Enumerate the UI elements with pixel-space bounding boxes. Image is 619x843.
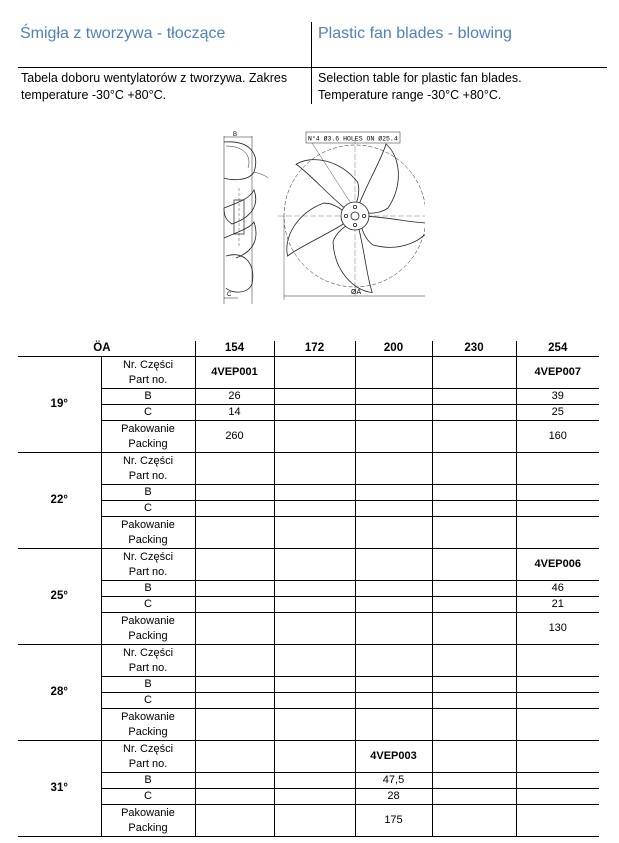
- description-polish: [21, 70, 287, 104]
- b-value-cell: [274, 773, 355, 789]
- row-label: C: [101, 693, 195, 709]
- b-value-cell: 46: [516, 581, 599, 597]
- pack-value-cell: [432, 709, 516, 741]
- table-row: [18, 645, 599, 677]
- c-value-cell: [195, 597, 274, 613]
- c-value-cell: 14: [195, 405, 274, 421]
- row-label-line: Packing: [128, 437, 168, 450]
- pack-value-cell: [274, 517, 355, 549]
- diameter-header: 254: [516, 341, 599, 357]
- b-value-cell: [274, 485, 355, 501]
- row-label-line: Pakowanie: [121, 806, 175, 819]
- b-value-cell: [516, 485, 599, 501]
- c-value-cell: [355, 693, 432, 709]
- c-value-cell: [274, 501, 355, 517]
- part-number-cell: [195, 645, 274, 677]
- table-row: [18, 693, 599, 709]
- row-label: [101, 645, 195, 677]
- pack-value-cell: [195, 613, 274, 645]
- row-label: [101, 613, 195, 645]
- c-value-cell: [274, 693, 355, 709]
- b-value-cell: 26: [195, 389, 274, 405]
- row-label: C: [101, 597, 195, 613]
- b-value-cell: 39: [516, 389, 599, 405]
- row-label: B: [101, 773, 195, 789]
- b-value-cell: [355, 485, 432, 501]
- table-row: [18, 741, 599, 773]
- table-row: [18, 789, 599, 805]
- pack-value-cell: [516, 709, 599, 741]
- table-row: [18, 405, 599, 421]
- b-value-cell: [195, 485, 274, 501]
- part-number-cell: [432, 549, 516, 581]
- c-value-cell: [355, 501, 432, 517]
- part-number-cell: [355, 549, 432, 581]
- diameter-header: 154: [195, 341, 274, 357]
- pack-value-cell: [516, 805, 599, 837]
- row-label-line: Nr. Części: [122, 646, 174, 659]
- b-value-cell: [355, 389, 432, 405]
- row-label: [101, 549, 195, 581]
- row-label: [101, 421, 195, 453]
- pack-value-cell: [274, 613, 355, 645]
- row-label-line: Nr. Części: [122, 550, 174, 563]
- description-polish-line-1: Tabela doboru wentylatorów z tworzywa. Zakres: [21, 71, 288, 85]
- b-value-cell: [274, 581, 355, 597]
- blade-angle: 22°: [18, 453, 101, 549]
- table-row: [18, 453, 599, 485]
- header-divider-horizontal: [18, 67, 607, 68]
- b-value-cell: [432, 389, 516, 405]
- description-english: [318, 70, 522, 104]
- row-label-line: Part no.: [128, 757, 168, 770]
- corner-header: ÖA: [18, 341, 195, 357]
- c-value-cell: 25: [516, 405, 599, 421]
- b-value-cell: 47,5: [355, 773, 432, 789]
- pack-value-cell: 175: [355, 805, 432, 837]
- pack-value-cell: 260: [195, 421, 274, 453]
- row-label-line: Part no.: [128, 565, 168, 578]
- selection-table: [18, 341, 599, 837]
- row-label-line: Packing: [128, 725, 168, 738]
- description-english-line-1: Selection table for plastic fan blades.: [318, 71, 522, 85]
- dimension-c-label: C: [227, 292, 232, 298]
- row-label-line: Pakowanie: [121, 710, 175, 723]
- dimension-b-label: B: [233, 132, 238, 138]
- part-number-cell: [274, 549, 355, 581]
- table-row: [18, 805, 599, 837]
- table-row: [18, 357, 599, 389]
- part-number-cell: [274, 453, 355, 485]
- table-row: [18, 613, 599, 645]
- pack-value-cell: [355, 517, 432, 549]
- b-value-cell: [432, 581, 516, 597]
- c-value-cell: [355, 405, 432, 421]
- table-row: [18, 549, 599, 581]
- c-value-cell: [195, 789, 274, 805]
- diameter-header: 172: [274, 341, 355, 357]
- c-value-cell: 21: [516, 597, 599, 613]
- b-value-cell: [432, 773, 516, 789]
- title-english: Plastic fan blades - blowing: [318, 25, 512, 42]
- part-number-cell: [516, 453, 599, 485]
- blade-angle: 19°: [18, 357, 101, 453]
- b-value-cell: [432, 677, 516, 693]
- pack-value-cell: [195, 805, 274, 837]
- part-number-cell: [274, 645, 355, 677]
- diameter-header: 200: [355, 341, 432, 357]
- row-label-line: Part no.: [128, 469, 168, 482]
- part-number-cell: [516, 741, 599, 773]
- part-number-cell: [355, 645, 432, 677]
- pack-value-cell: 130: [516, 613, 599, 645]
- c-value-cell: [516, 789, 599, 805]
- b-value-cell: [195, 581, 274, 597]
- row-label-line: Packing: [128, 629, 168, 642]
- part-number-cell: [195, 741, 274, 773]
- pack-value-cell: 160: [516, 421, 599, 453]
- blade-angle: 25°: [18, 549, 101, 645]
- pack-value-cell: [516, 517, 599, 549]
- b-value-cell: [432, 485, 516, 501]
- pack-value-cell: [432, 805, 516, 837]
- b-value-cell: [355, 581, 432, 597]
- table-row: [18, 421, 599, 453]
- row-label-line: Pakowanie: [121, 422, 175, 435]
- dimension-a-label: ØA: [351, 289, 362, 296]
- b-value-cell: [516, 773, 599, 789]
- blade-angle: 28°: [18, 645, 101, 741]
- c-value-cell: [195, 501, 274, 517]
- table-row: [18, 485, 599, 501]
- c-value-cell: [432, 693, 516, 709]
- c-value-cell: 28: [355, 789, 432, 805]
- c-value-cell: [432, 597, 516, 613]
- b-value-cell: [516, 677, 599, 693]
- row-label: [101, 453, 195, 485]
- row-label-line: Packing: [128, 821, 168, 834]
- blade-angle: 31°: [18, 741, 101, 837]
- pack-value-cell: [355, 709, 432, 741]
- part-number-cell: [195, 549, 274, 581]
- row-label-line: Pakowanie: [121, 614, 175, 627]
- fan-blade-drawing: [210, 128, 425, 306]
- part-number-cell: 4VEP007: [516, 357, 599, 389]
- row-label-line: Nr. Części: [122, 742, 174, 755]
- c-value-cell: [432, 405, 516, 421]
- b-value-cell: [274, 389, 355, 405]
- part-number-cell: [274, 357, 355, 389]
- b-value-cell: [355, 677, 432, 693]
- row-label: B: [101, 389, 195, 405]
- pack-value-cell: [195, 517, 274, 549]
- row-label: [101, 709, 195, 741]
- part-number-cell: [432, 741, 516, 773]
- row-label: [101, 741, 195, 773]
- pack-value-cell: [432, 613, 516, 645]
- c-value-cell: [432, 501, 516, 517]
- part-number-cell: [195, 453, 274, 485]
- row-label: C: [101, 789, 195, 805]
- part-number-cell: 4VEP003: [355, 741, 432, 773]
- c-value-cell: [516, 693, 599, 709]
- table-row: [18, 581, 599, 597]
- part-number-cell: [432, 357, 516, 389]
- row-label-line: Pakowanie: [121, 518, 175, 531]
- title-polish: Śmigła z tworzywa - tłoczące: [20, 25, 226, 42]
- row-label: B: [101, 485, 195, 501]
- part-number-cell: [432, 453, 516, 485]
- description-polish-line-2: temperature -30°C +80°C.: [21, 88, 167, 102]
- c-value-cell: [195, 693, 274, 709]
- part-number-cell: [516, 645, 599, 677]
- row-label: [101, 805, 195, 837]
- row-label-line: Part no.: [128, 661, 168, 674]
- c-value-cell: [516, 501, 599, 517]
- header-divider-vertical: [311, 22, 312, 104]
- b-value-cell: [274, 677, 355, 693]
- pack-value-cell: [355, 421, 432, 453]
- c-value-cell: [432, 789, 516, 805]
- row-label: C: [101, 501, 195, 517]
- row-label-line: Nr. Części: [122, 454, 174, 467]
- part-number-cell: 4VEP001: [195, 357, 274, 389]
- pack-value-cell: [355, 613, 432, 645]
- b-value-cell: [195, 677, 274, 693]
- part-number-cell: [355, 357, 432, 389]
- table-row: [18, 501, 599, 517]
- c-value-cell: [274, 789, 355, 805]
- part-number-cell: [355, 453, 432, 485]
- pack-value-cell: [274, 805, 355, 837]
- row-label: C: [101, 405, 195, 421]
- description-english-line-2: Temperature range -30°C +80°C.: [318, 88, 502, 102]
- b-value-cell: [195, 773, 274, 789]
- c-value-cell: [355, 597, 432, 613]
- row-label: [101, 357, 195, 389]
- table-row: [18, 709, 599, 741]
- row-label-line: Packing: [128, 533, 168, 546]
- table-row: [18, 773, 599, 789]
- part-number-cell: [274, 741, 355, 773]
- selection-table-body: [18, 341, 599, 837]
- part-number-cell: [432, 645, 516, 677]
- part-number-cell: 4VEP006: [516, 549, 599, 581]
- pack-value-cell: [274, 421, 355, 453]
- row-label: B: [101, 581, 195, 597]
- pack-value-cell: [432, 421, 516, 453]
- row-label: B: [101, 677, 195, 693]
- pack-value-cell: [432, 517, 516, 549]
- hole-note: N°4 Ø3.6 HOLES ON Ø25.4: [308, 135, 398, 143]
- table-row: [18, 389, 599, 405]
- pack-value-cell: [195, 709, 274, 741]
- c-value-cell: [274, 597, 355, 613]
- table-row: [18, 677, 599, 693]
- row-label-line: Part no.: [128, 373, 168, 386]
- table-row: [18, 517, 599, 549]
- diameter-header: 230: [432, 341, 516, 357]
- table-row: [18, 597, 599, 613]
- row-label-line: Nr. Części: [122, 358, 174, 371]
- row-label: [101, 517, 195, 549]
- pack-value-cell: [274, 709, 355, 741]
- c-value-cell: [274, 405, 355, 421]
